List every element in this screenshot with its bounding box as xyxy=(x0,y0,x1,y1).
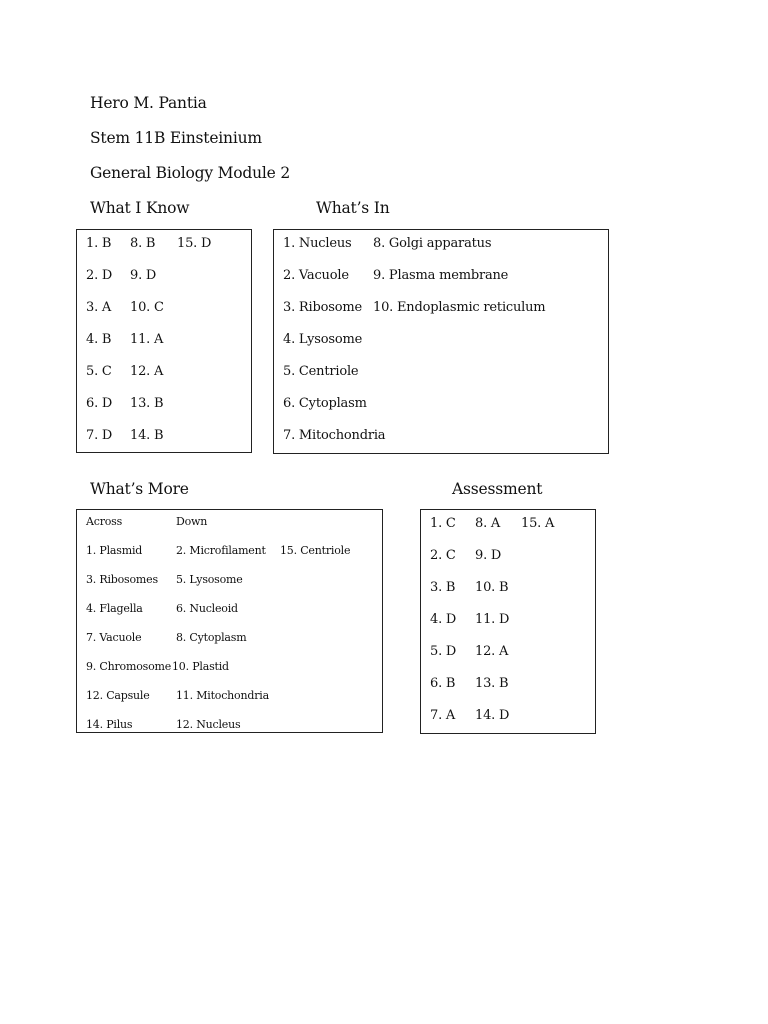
answer-cell: 9. D xyxy=(130,268,157,283)
answer-cell: 1. B xyxy=(86,236,112,251)
what-i-know-heading: What I Know xyxy=(90,199,190,217)
what-i-know-box xyxy=(76,229,252,453)
answer-cell: 5. D xyxy=(430,644,457,659)
answer-cell: 5. C xyxy=(86,364,112,379)
answer-cell: 3. B xyxy=(430,580,456,595)
answer-cell: 10. Plastid xyxy=(172,660,229,673)
answer-cell: 8. Golgi apparatus xyxy=(373,236,492,251)
whats-in-box xyxy=(273,229,609,454)
answer-cell: 8. B xyxy=(130,236,156,251)
answer-cell: 8. A xyxy=(475,516,501,531)
answer-cell: 5. Lysosome xyxy=(176,573,243,586)
student-name: Hero M. Pantia xyxy=(90,94,207,112)
student-section: Stem 11B Einsteinium xyxy=(90,129,262,147)
answer-cell: 4. D xyxy=(430,612,457,627)
answer-cell: 12. A xyxy=(130,364,164,379)
whats-more-heading: What’s More xyxy=(90,480,189,498)
answer-cell: 2. D xyxy=(86,268,113,283)
answer-cell: 7. Vacuole xyxy=(86,631,142,644)
answer-cell: 7. A xyxy=(430,708,456,723)
whats-more-box xyxy=(76,509,383,733)
answer-cell: 10. B xyxy=(475,580,509,595)
answer-cell: 10. Endoplasmic reticulum xyxy=(373,300,546,315)
answer-cell: 3. A xyxy=(86,300,112,315)
answer-cell: 1. Plasmid xyxy=(86,544,143,557)
answer-cell: 13. B xyxy=(130,396,164,411)
answer-cell: 11. A xyxy=(130,332,164,347)
answer-cell: 14. B xyxy=(130,428,164,443)
answer-cell: 12. Nucleus xyxy=(176,718,241,731)
answer-cell: 15. Centriole xyxy=(280,544,351,557)
answer-cell: 1. C xyxy=(430,516,456,531)
answer-cell: 7. Mitochondria xyxy=(283,428,386,443)
assessment-heading: Assessment xyxy=(452,480,543,498)
answer-cell: 3. Ribosomes xyxy=(86,573,158,586)
answer-cell: 2. Vacuole xyxy=(283,268,349,283)
assessment-box xyxy=(420,509,596,734)
column-header-down: Down xyxy=(176,515,208,528)
answer-cell: 9. D xyxy=(475,548,502,563)
answer-cell: 6. Nucleoid xyxy=(176,602,238,615)
answer-cell: 3. Ribosome xyxy=(283,300,362,315)
answer-cell: 2. C xyxy=(430,548,456,563)
answer-cell: 10. C xyxy=(130,300,164,315)
answer-cell: 7. D xyxy=(86,428,113,443)
answer-cell: 5. Centriole xyxy=(283,364,359,379)
answer-cell: 4. Lysosome xyxy=(283,332,363,347)
answer-cell: 11. D xyxy=(475,612,510,627)
answer-cell: 12. Capsule xyxy=(86,689,150,702)
answer-cell: 11. Mitochondria xyxy=(176,689,269,702)
answer-cell: 9. Chromosome xyxy=(86,660,172,673)
answer-cell: 4. Flagella xyxy=(86,602,143,615)
answer-cell: 9. Plasma membrane xyxy=(373,268,509,283)
answer-cell: 6. D xyxy=(86,396,113,411)
answer-cell: 8. Cytoplasm xyxy=(176,631,247,644)
answer-cell: 6. B xyxy=(430,676,456,691)
answer-cell: 14. D xyxy=(475,708,510,723)
answer-cell: 1. Nucleus xyxy=(283,236,352,251)
column-header-across: Across xyxy=(86,515,123,528)
answer-cell: 15. D xyxy=(177,236,212,251)
answer-cell: 12. A xyxy=(475,644,509,659)
answer-cell: 13. B xyxy=(475,676,509,691)
module-title: General Biology Module 2 xyxy=(90,164,291,182)
whats-in-heading: What’s In xyxy=(316,199,390,217)
answer-cell: 4. B xyxy=(86,332,112,347)
answer-cell: 15. A xyxy=(521,516,555,531)
answer-cell: 14. Pilus xyxy=(86,718,133,731)
answer-cell: 6. Cytoplasm xyxy=(283,396,367,411)
answer-cell: 2. Microfilament xyxy=(176,544,266,557)
